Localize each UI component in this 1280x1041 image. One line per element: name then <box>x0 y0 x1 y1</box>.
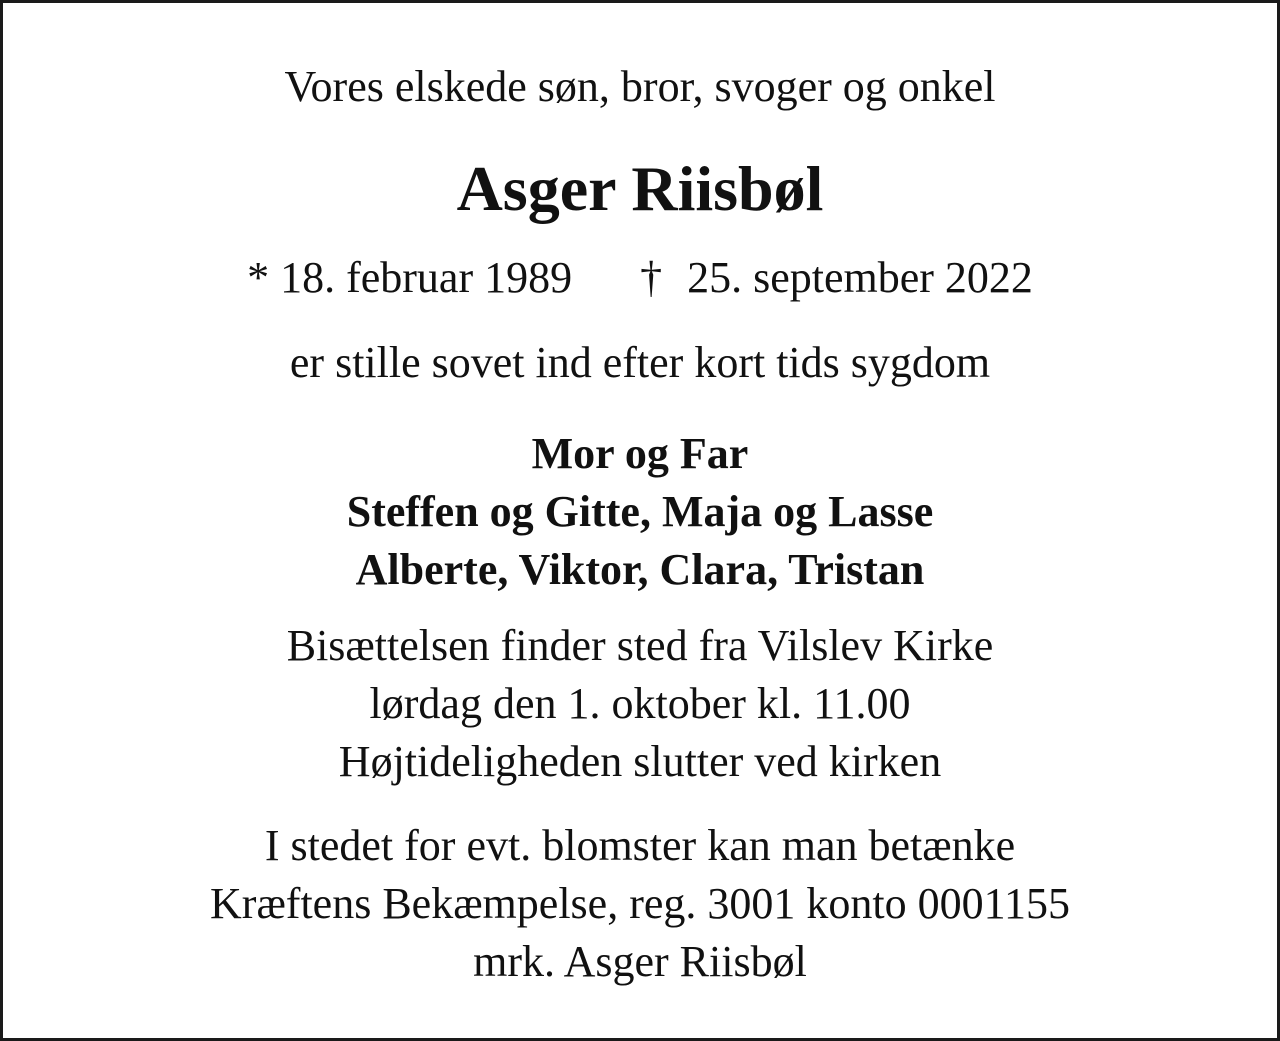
family-line-parents: Mor og Far <box>531 429 749 478</box>
family-line-children: Alberte, Viktor, Clara, Tristan <box>355 545 925 594</box>
donation-line-account: Kræftens Bekæmpelse, reg. 3001 konto 0001155 <box>210 879 1070 928</box>
donation-line-intro: I stedet for evt. blomster kan man betænke <box>264 821 1016 870</box>
intro-line: Vores elskede søn, bror, svoger og onkel <box>284 62 996 111</box>
ceremony-line-time: lørdag den 1. oktober kl. 11.00 <box>369 679 911 728</box>
family-signatures <box>3 425 1277 599</box>
donation-info <box>3 817 1277 991</box>
death-date: 25. september 2022 <box>687 253 1033 302</box>
deceased-name: Asger Riisbøl <box>456 153 824 224</box>
cross-symbol: † <box>640 253 663 302</box>
passing-line: er stille sovet ind efter kort tids sygdom <box>289 338 991 387</box>
ceremony-line-closing: Højtideligheden slutter ved kirken <box>338 737 942 786</box>
ceremony-info <box>3 617 1277 791</box>
family-line-siblings: Steffen og Gitte, Maja og Lasse <box>346 487 934 536</box>
birth-symbol: * <box>247 253 270 302</box>
donation-line-mark: mrk. Asger Riisbøl <box>473 937 807 986</box>
life-dates <box>3 253 1277 302</box>
ceremony-line-place: Bisættelsen finder sted fra Vilslev Kirke <box>286 621 994 670</box>
birth-date: 18. februar 1989 <box>280 253 573 302</box>
